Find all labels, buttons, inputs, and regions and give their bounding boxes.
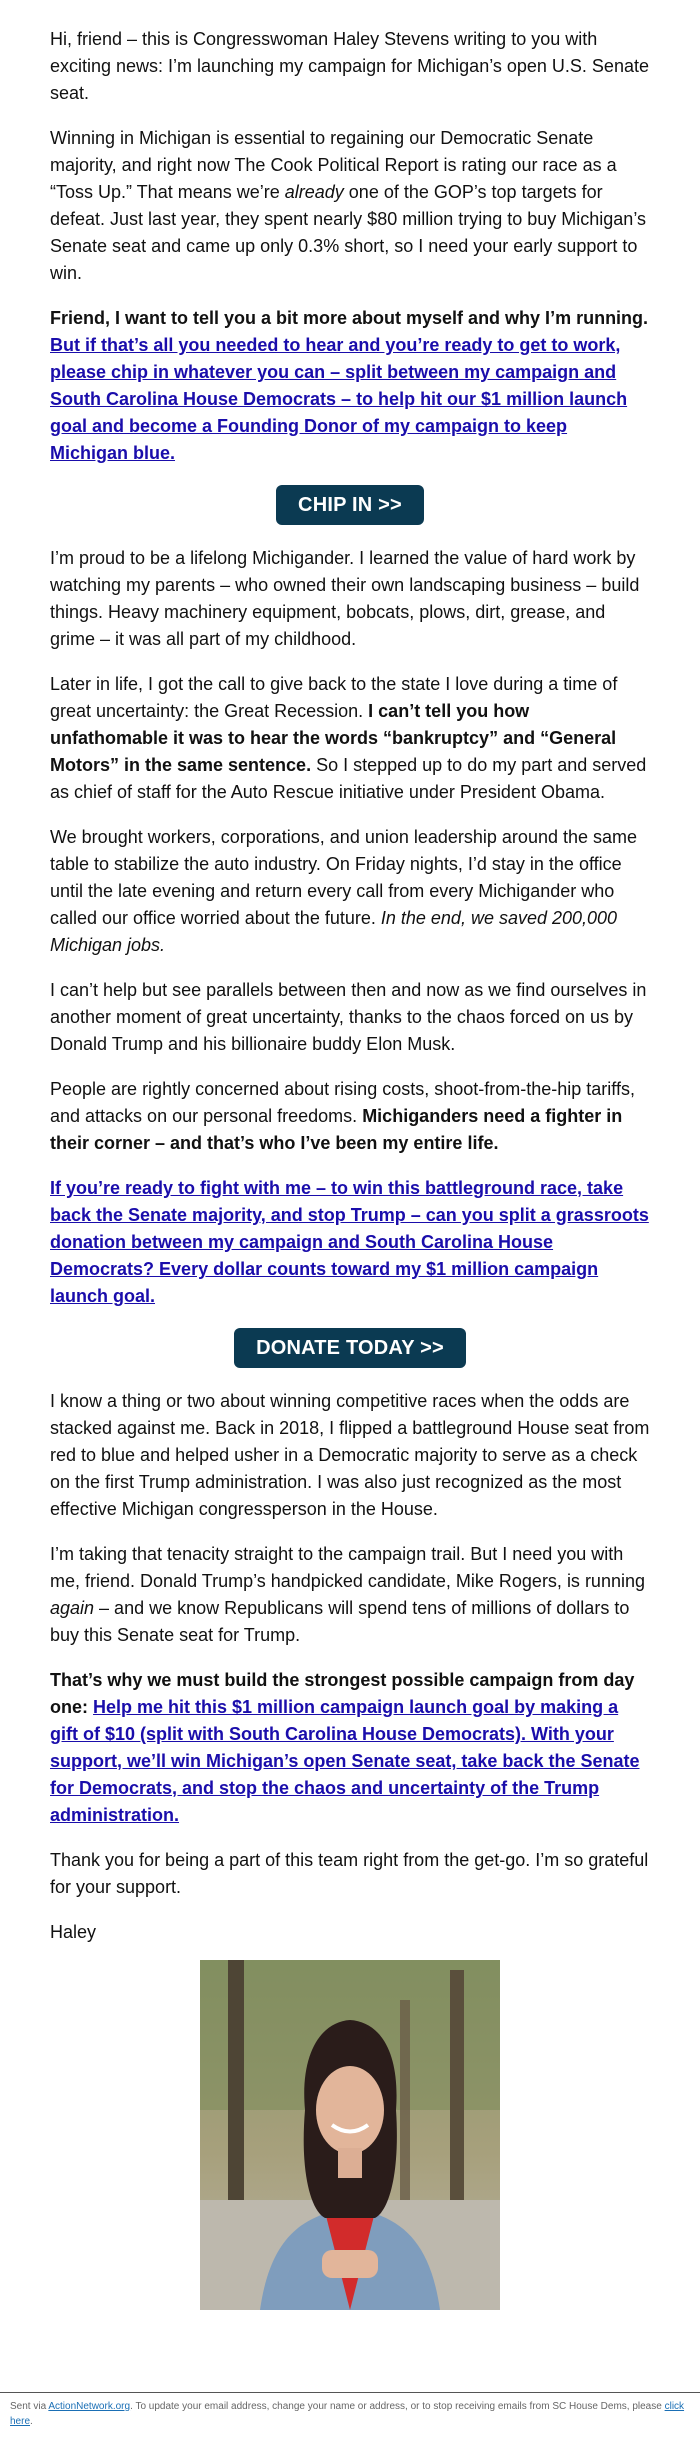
cook-report-paragraph: Winning in Michigan is essential to regaining our Democratic Senate majority, and right now The Cook Political Report is rating our race as a “Toss Up.” That means we’re already one of the GOP’s top targets for defeat. Just last year, they spent nearly $80 million trying to buy Michigan’s Senate seat and came up only 0.3% short, so I need your early support to win.	[50, 128, 646, 283]
why-running-paragraph	[50, 305, 650, 467]
tenacity-paragraph: I’m taking that tenacity straight to the campaign trail. But I need you with me, friend. Donald Trump’s handpicked candidate, Mike Rogers, is running again – and we know Republicans will spend tens of millions of dollars to buy this Senate seat for Trump.	[50, 1544, 645, 1645]
signature: Haley	[50, 1922, 97, 1942]
lifelong-michigander-paragraph: I’m proud to be a lifelong Michigander. I learned the value of hard work by watching my parents – who owned their own landscaping business – build things. Heavy machinery equipment, bobcats, plows, dirt, grease, and grime – it was all part of my childhood.	[50, 548, 640, 649]
chip-in-button-wrap	[50, 485, 650, 525]
chip-in-button[interactable]: CHIP IN >>	[276, 485, 424, 525]
footer-divider	[0, 2392, 700, 2393]
fight-with-me-paragraph	[50, 1175, 650, 1310]
fight-with-me-link[interactable]: If you’re ready to fight with me – to win this battleground race, take back the Senate majority, and stop Trump – can you split a grassroots donation between my campaign and South Carolina House Democrats? Every dollar counts toward my $1 million campaign launch goal.	[50, 1178, 649, 1306]
fighter-paragraph: People are rightly concerned about rising costs, shoot-from-the-hip tariffs, and attacks on our personal freedoms. Michiganders need a fighter in their corner – and that’s who I’ve been my entire life.	[50, 1079, 635, 1153]
parallels-paragraph: I can’t help but see parallels between then and now as we find ourselves in another moment of great uncertainty, thanks to the chaos forced on us by Donald Trump and his billionaire buddy Elon Musk.	[50, 980, 647, 1054]
donate-button-wrap	[50, 1328, 650, 1368]
thank-you-paragraph: Thank you for being a part of this team right from the get-go. I’m so grateful for your support.	[50, 1850, 649, 1897]
candidate-photo	[200, 1960, 500, 2310]
unsubscribe-link[interactable]: click here	[10, 2401, 685, 2427]
launch-goal-link[interactable]: Help me hit this $1 million campaign launch goal by making a gift of $10 (split with South Carolina House Democrats). With your support, we’ll win Michigan’s open Senate seat, take back the Senate for Democrats, and stop the chaos and uncertainty of the Trump administration.	[50, 1697, 640, 1825]
donate-today-button[interactable]: DONATE TODAY >>	[234, 1328, 466, 1368]
intro-paragraph: Hi, friend – this is Congresswoman Haley Stevens writing to you with exciting news: I’m launching my campaign for Michigan’s open U.S. Senate seat.	[50, 29, 649, 103]
chip-in-link[interactable]: But if that’s all you needed to hear and you’re ready to get to work, please chip in whatever you can – split between my campaign and South Carolina House Democrats – to help hit our $1 million launch goal and become a Founding Donor of my campaign to keep Michigan blue.	[50, 335, 628, 463]
actionnetwork-link[interactable]: ActionNetwork.org	[48, 2401, 131, 2412]
bold-intro: Friend, I want to tell you a bit more about myself and why I’m running.	[50, 308, 649, 328]
strongest-campaign-paragraph: That’s why we must build the strongest possible campaign from day one: Help me hit this $1 million campaign launch goal by making a gift of $10 (split with South Carolina House Democrats). With your support, we’ll win Michigan’s open Senate seat, take back the Senate for Democrats, and stop the chaos and uncertainty of the Trump administration.	[50, 1670, 640, 1825]
email-footer: Sent via ActionNetwork.org. To update your email address, change your name or address, or to stop receiving emails from SC House Dems, please click here.	[10, 2401, 685, 2427]
great-recession-paragraph: Later in life, I got the call to give back to the state I love during a time of great uncertainty: the Great Recession. I can’t tell you how unfathomable it was to hear the words “bankruptcy” and “General Motors” in the same sentence. So I stepped up to do my part and served as chief of staff for the Auto Rescue initiative under President Obama.	[50, 674, 647, 802]
email-body	[50, 26, 650, 2310]
competitive-races-paragraph: I know a thing or two about winning competitive races when the odds are stacked against me. Back in 2018, I flipped a battleground House seat from red to blue and helped usher in a Democratic majority to serve as a check on the first Trump administration. I was also just recognized as the most effective Michigan congressperson in the House.	[50, 1391, 650, 1519]
auto-industry-paragraph: We brought workers, corporations, and union leadership around the same table to stabilize the auto industry. On Friday nights, I’d stay in the office until the late evening and return every call from every Michigander who called our office worried about the future. In the end, we saved 200,000 Michigan jobs.	[50, 827, 638, 955]
